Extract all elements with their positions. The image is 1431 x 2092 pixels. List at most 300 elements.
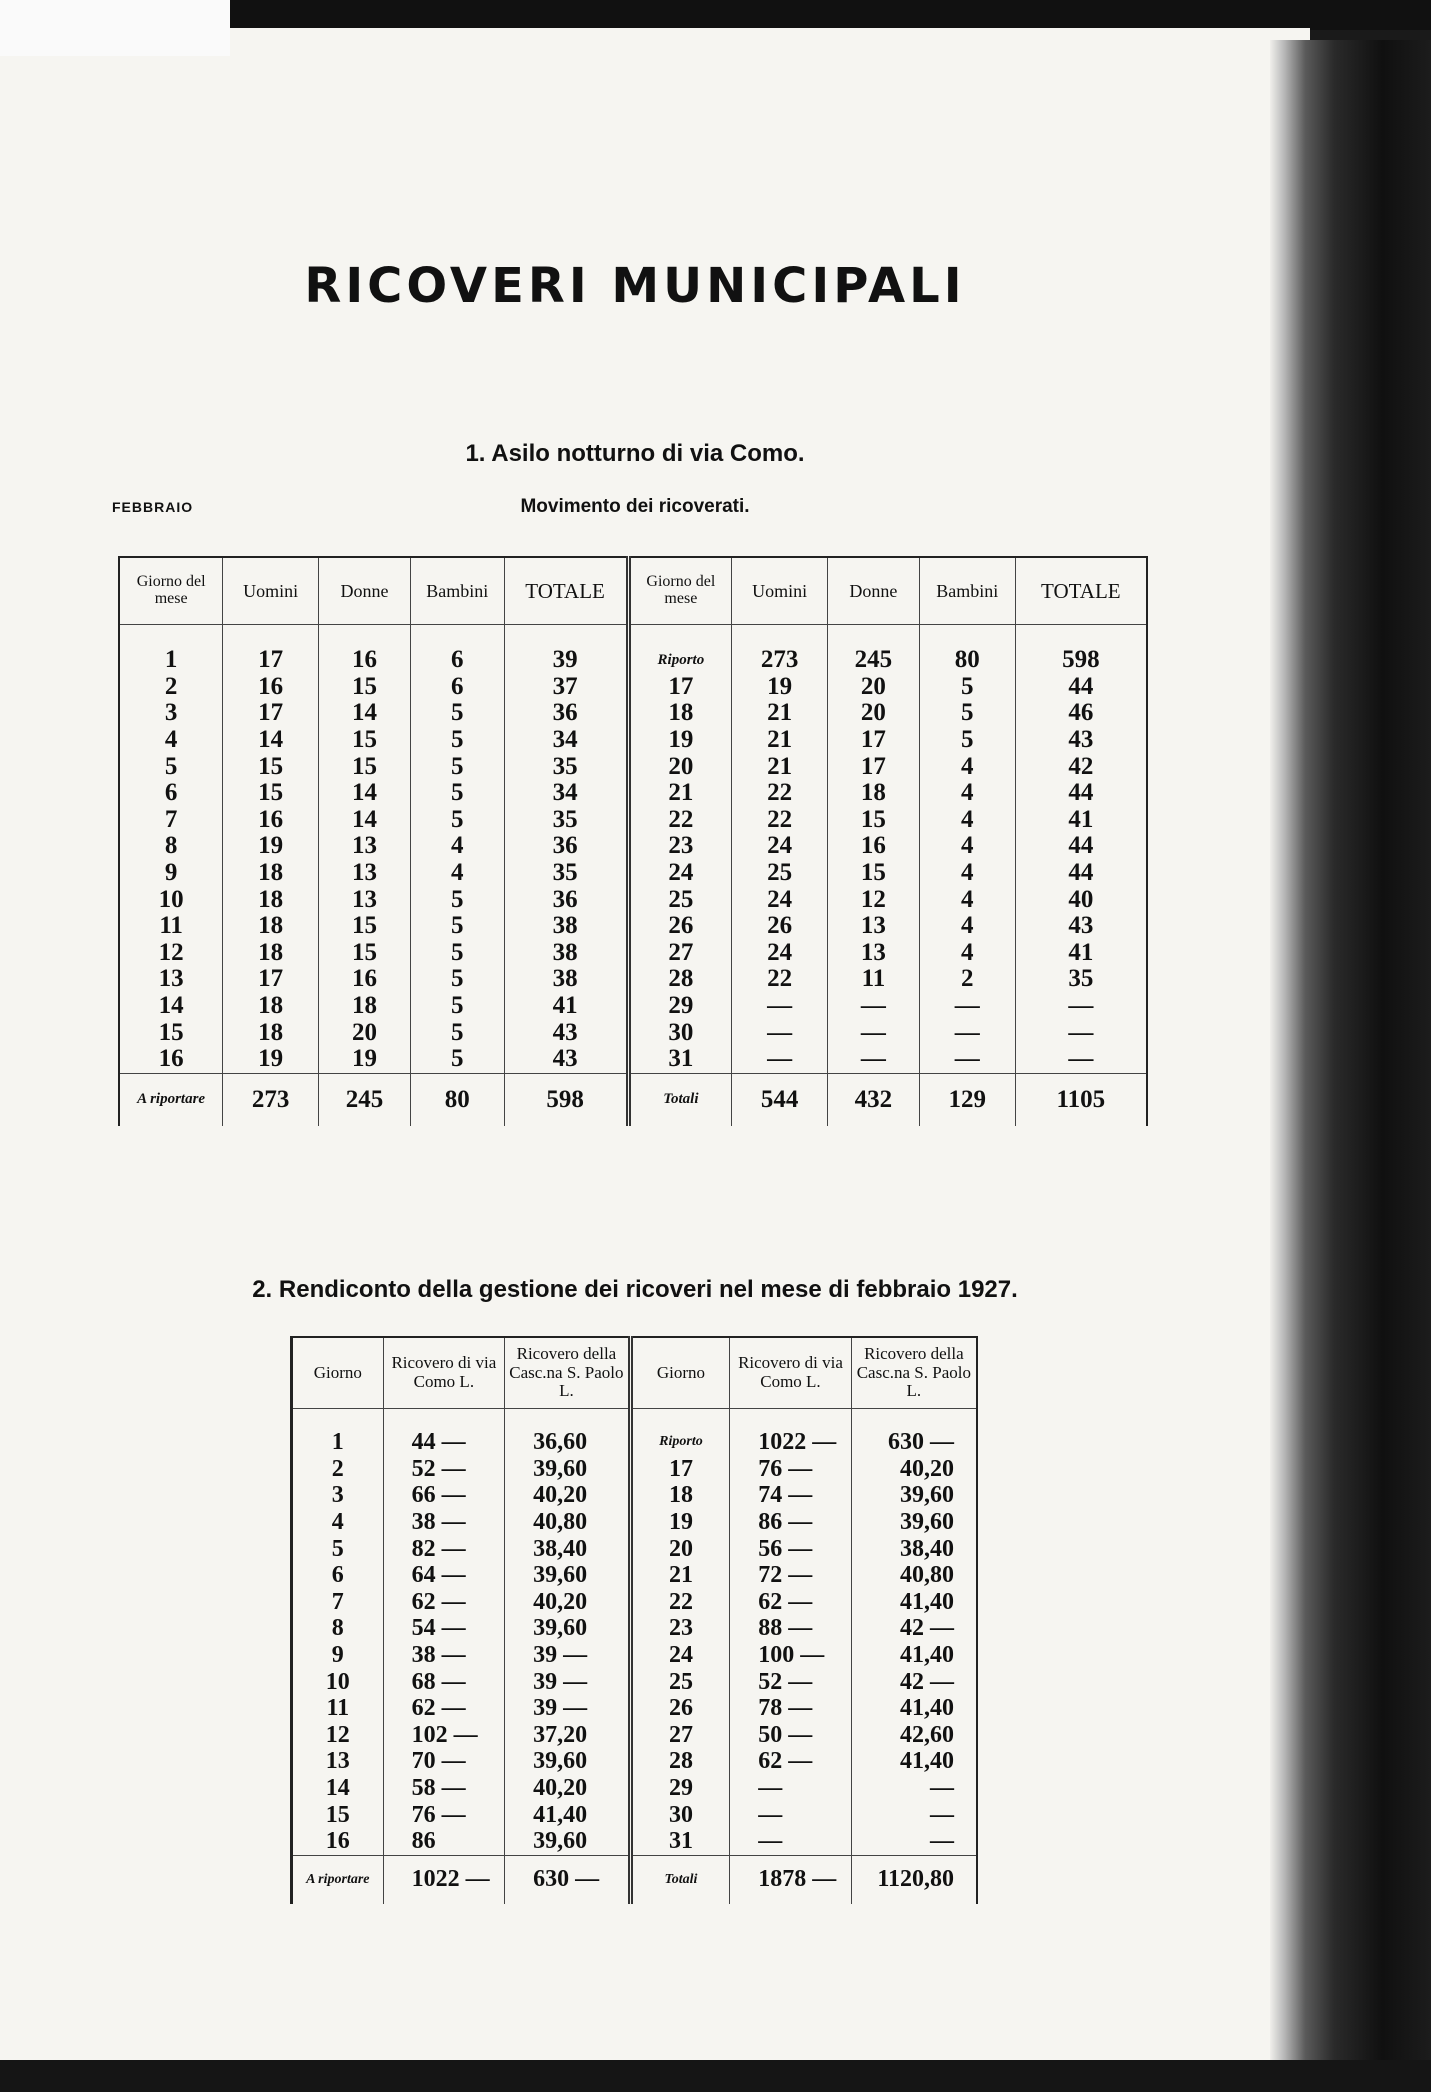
table-cell: 598: [1015, 625, 1147, 674]
table-row: [292, 1509, 978, 1536]
table-cell: 62 —: [383, 1695, 505, 1722]
footer-cell: 1120,80: [851, 1855, 977, 1904]
table-cell: 18: [223, 993, 319, 1020]
table-cell: 4: [919, 940, 1015, 967]
section2-title: 2. Rendiconto della gestione dei ricoveri nel mese di febbraio 1927.: [252, 1276, 1018, 1303]
table-cell: 13: [319, 860, 411, 887]
table-cell: 26: [628, 913, 732, 940]
table-row: [292, 1801, 978, 1828]
table-cell: 5: [410, 966, 504, 993]
table-cell: 40,20: [851, 1456, 977, 1483]
table-cell: 16: [292, 1828, 384, 1855]
table-row: [119, 807, 1147, 834]
table-cell: 15: [119, 1019, 223, 1046]
table-cell: 20: [828, 700, 920, 727]
table-cell: 26: [630, 1695, 730, 1722]
table-cell: 41,40: [851, 1695, 977, 1722]
table-row: [292, 1615, 978, 1642]
table-cell: 12: [119, 940, 223, 967]
table-cell: 78 —: [730, 1695, 852, 1722]
month-label: FEBBRAIO: [112, 499, 194, 515]
table-cell: 25: [628, 886, 732, 913]
table-cell: —: [1015, 993, 1147, 1020]
table-cell: 14: [292, 1775, 384, 1802]
table-cell: 4: [919, 886, 1015, 913]
table-cell: 28: [630, 1748, 730, 1775]
table-cell: 5: [410, 940, 504, 967]
table-cell: 34: [504, 727, 628, 754]
table-cell: 35: [504, 807, 628, 834]
table-row: [292, 1668, 978, 1695]
table-cell: 40: [1015, 886, 1147, 913]
table-cell: 38,40: [505, 1535, 631, 1562]
table-cell: 11: [119, 913, 223, 940]
table-cell: 10: [119, 886, 223, 913]
table-cell: 18: [628, 700, 732, 727]
table-cell: 41,40: [851, 1748, 977, 1775]
table-cell: 40,80: [851, 1562, 977, 1589]
table-cell: 6: [119, 780, 223, 807]
table-cell: 20: [319, 1019, 411, 1046]
table-cell: —: [919, 993, 1015, 1020]
table-row: [119, 940, 1147, 967]
table-row: [119, 833, 1147, 860]
table-cell: 19: [732, 674, 828, 701]
table-cell: 5: [919, 674, 1015, 701]
table-cell: 80: [919, 625, 1015, 674]
table-cell: 22: [732, 966, 828, 993]
header-giorno: Giorno del mese: [628, 557, 732, 625]
table-cell: 82 —: [383, 1535, 505, 1562]
table-cell: 18: [223, 1019, 319, 1046]
table-cell: 38: [504, 913, 628, 940]
table-cell: 21: [732, 753, 828, 780]
table-cell: 62 —: [730, 1589, 852, 1616]
table-cell: 64 —: [383, 1562, 505, 1589]
table-cell: 40,20: [505, 1482, 631, 1509]
table-row: [119, 674, 1147, 701]
table-cell: 44: [1015, 780, 1147, 807]
table-cell: 22: [628, 807, 732, 834]
table-cell: 13: [319, 886, 411, 913]
table-row: [119, 1019, 1147, 1046]
table-cell: 40,20: [505, 1775, 631, 1802]
table-cell: 50 —: [730, 1722, 852, 1749]
table-cell: 4: [919, 913, 1015, 940]
table-cell: 19: [223, 1046, 319, 1073]
table-cell: 29: [628, 993, 732, 1020]
table-cell: 44 —: [383, 1409, 505, 1456]
header-ricovero-via-como: Ricovero di via Como L.: [383, 1337, 505, 1409]
table-cell: 36: [504, 833, 628, 860]
table-cell: 15: [292, 1801, 384, 1828]
table-row: [292, 1828, 978, 1855]
table-cell: 41,40: [851, 1642, 977, 1669]
table-cell: —: [851, 1801, 977, 1828]
footer-cell: 1878 —: [730, 1855, 852, 1904]
table-cell: 43: [504, 1046, 628, 1073]
footer-cell: 80: [410, 1073, 504, 1126]
table-cell: 23: [628, 833, 732, 860]
table-cell: 6: [410, 625, 504, 674]
table-cell: 27: [628, 940, 732, 967]
table-cell: 18: [828, 780, 920, 807]
table-cell: 41: [1015, 940, 1147, 967]
table-cell: 17: [223, 966, 319, 993]
footer-cell: 129: [919, 1073, 1015, 1126]
section1-subtitle: Movimento dei ricoverati.: [520, 496, 750, 517]
table-cell: 58 —: [383, 1775, 505, 1802]
header-bambini: Bambini: [919, 557, 1015, 625]
table-cell: 39 —: [505, 1668, 631, 1695]
table-cell: 21: [732, 700, 828, 727]
header-donne: Donne: [319, 557, 411, 625]
table-row: [119, 727, 1147, 754]
table-cell: 5: [410, 753, 504, 780]
table-cell: 7: [119, 807, 223, 834]
header-totale: TOTALE: [504, 557, 628, 625]
header-giorno: Giorno del mese: [119, 557, 223, 625]
table-cell: 17: [630, 1456, 730, 1483]
table-cell: 245: [828, 625, 920, 674]
table-cell: 24: [732, 886, 828, 913]
table-cell: 30: [630, 1801, 730, 1828]
table-cell: 13: [828, 913, 920, 940]
table-cell: —: [919, 1019, 1015, 1046]
table-cell: 5: [410, 886, 504, 913]
table-cell: 14: [319, 700, 411, 727]
table-cell: 15: [319, 674, 411, 701]
header-donne: Donne: [828, 557, 920, 625]
table-cell: 5: [410, 1019, 504, 1046]
table-cell: 54 —: [383, 1615, 505, 1642]
table-cell: 6: [410, 674, 504, 701]
footer-cell: 630 —: [505, 1855, 631, 1904]
footer-label: Totali: [628, 1073, 732, 1126]
table-cell: 21: [732, 727, 828, 754]
table-cell: 14: [319, 780, 411, 807]
table-cell: 19: [630, 1509, 730, 1536]
footer-cell: 273: [223, 1073, 319, 1126]
table-row: [292, 1535, 978, 1562]
table-rendiconto-gestione: [290, 1336, 978, 1904]
table-cell: —: [730, 1801, 852, 1828]
footer-cell: 1022 —: [383, 1855, 505, 1904]
table-cell: 24: [628, 860, 732, 887]
header-uomini: Uomini: [732, 557, 828, 625]
table-cell: 14: [223, 727, 319, 754]
table-cell: 14: [119, 993, 223, 1020]
table-cell: 18: [223, 886, 319, 913]
table-cell: 6: [292, 1562, 384, 1589]
table-cell: —: [1015, 1019, 1147, 1046]
table-cell: —: [851, 1828, 977, 1855]
table-cell: 38 —: [383, 1642, 505, 1669]
table-cell: 3: [119, 700, 223, 727]
table-cell: 14: [319, 807, 411, 834]
table-cell: 15: [223, 753, 319, 780]
header-ricovero-san-paolo: Ricovero della Casc.na S. Paolo L.: [851, 1337, 977, 1409]
table-movimento-ricoverati: [118, 556, 1148, 1126]
table-cell: 42,60: [851, 1722, 977, 1749]
table-cell: 39 —: [505, 1642, 631, 1669]
table-cell: 36: [504, 886, 628, 913]
table-cell: 11: [828, 966, 920, 993]
table-cell: 18: [630, 1482, 730, 1509]
scan-border-bottom: [0, 2060, 1431, 2092]
table-cell: 24: [630, 1642, 730, 1669]
table-cell: 39,60: [505, 1562, 631, 1589]
table-cell: 42 —: [851, 1615, 977, 1642]
table-cell: 86: [383, 1828, 505, 1855]
table-cell: 12: [828, 886, 920, 913]
table-row: [119, 860, 1147, 887]
table-cell: —: [828, 1019, 920, 1046]
table-cell: 22: [732, 780, 828, 807]
table-cell: 2: [919, 966, 1015, 993]
table-cell: 31: [630, 1828, 730, 1855]
table-row: [292, 1562, 978, 1589]
table-cell: 15: [223, 780, 319, 807]
table-cell: 13: [828, 940, 920, 967]
table2-header-row: [292, 1337, 978, 1409]
table-cell: 10: [292, 1668, 384, 1695]
table-cell: 16: [319, 966, 411, 993]
table-cell: 1: [119, 625, 223, 674]
page-title: RICOVERI MUNICIPALI: [304, 258, 966, 314]
table-row: [292, 1409, 978, 1456]
table-cell: —: [828, 993, 920, 1020]
footer-label: A riportare: [119, 1073, 223, 1126]
header-ricovero-via-como: Ricovero di via Como L.: [730, 1337, 852, 1409]
table-cell: 39,60: [505, 1748, 631, 1775]
table-cell: —: [851, 1775, 977, 1802]
table-cell: 7: [292, 1589, 384, 1616]
footer-label: Totali: [630, 1855, 730, 1904]
table-cell: 19: [319, 1046, 411, 1073]
table-cell: 88 —: [730, 1615, 852, 1642]
table-cell: 38: [504, 966, 628, 993]
table-cell: 17: [628, 674, 732, 701]
table-cell: 15: [319, 913, 411, 940]
table-cell: 44: [1015, 860, 1147, 887]
table-cell: 38,40: [851, 1535, 977, 1562]
table-cell: 41,40: [505, 1801, 631, 1828]
table-cell: 20: [628, 753, 732, 780]
table-row: [119, 625, 1147, 674]
table-cell: 37: [504, 674, 628, 701]
table-cell: 43: [504, 1019, 628, 1046]
table-cell: 13: [292, 1748, 384, 1775]
table-cell: 68 —: [383, 1668, 505, 1695]
table-cell: 273: [732, 625, 828, 674]
footer-cell: 432: [828, 1073, 920, 1126]
table-cell: —: [732, 993, 828, 1020]
table-cell: 12: [292, 1722, 384, 1749]
table-cell: 44: [1015, 833, 1147, 860]
table-cell: 39: [504, 625, 628, 674]
footer-label: A riportare: [292, 1855, 384, 1904]
table-cell: —: [919, 1046, 1015, 1073]
table-row: [292, 1482, 978, 1509]
table-cell: 9: [292, 1642, 384, 1669]
header-totale: TOTALE: [1015, 557, 1147, 625]
table-cell: 1: [292, 1409, 384, 1456]
table-cell: 43: [1015, 913, 1147, 940]
table-cell: 24: [732, 833, 828, 860]
table-cell: 20: [828, 674, 920, 701]
table-cell: 39,60: [505, 1828, 631, 1855]
table-cell: 16: [319, 625, 411, 674]
table-cell: 36,60: [505, 1409, 631, 1456]
table-row: [292, 1775, 978, 1802]
table-cell: 37,20: [505, 1722, 631, 1749]
header-bambini: Bambini: [410, 557, 504, 625]
footer-cell: 1105: [1015, 1073, 1147, 1126]
table-cell: 15: [319, 753, 411, 780]
table-row: [119, 886, 1147, 913]
header-giorno: Giorno: [630, 1337, 730, 1409]
table-row: [119, 913, 1147, 940]
table-row: [292, 1589, 978, 1616]
table-cell: 5: [919, 700, 1015, 727]
table-cell: 39,60: [505, 1615, 631, 1642]
table-cell: 38: [504, 940, 628, 967]
table-cell: —: [1015, 1046, 1147, 1073]
table-cell: 17: [223, 700, 319, 727]
table-cell: 4: [410, 833, 504, 860]
table-cell: 28: [628, 966, 732, 993]
header-giorno: Giorno: [292, 1337, 384, 1409]
footer-cell: 598: [504, 1073, 628, 1126]
table-cell: 2: [292, 1456, 384, 1483]
table-cell: 4: [919, 780, 1015, 807]
table-row: [292, 1722, 978, 1749]
table-cell: 16: [223, 674, 319, 701]
table-row: [292, 1642, 978, 1669]
table-cell: —: [730, 1828, 852, 1855]
table-cell: 42: [1015, 753, 1147, 780]
table-cell: Riporto: [628, 625, 732, 674]
table-row: [119, 700, 1147, 727]
table-cell: 5: [119, 753, 223, 780]
table-cell: 4: [919, 833, 1015, 860]
table-cell: 17: [828, 727, 920, 754]
table-cell: 18: [223, 940, 319, 967]
table-cell: 25: [630, 1668, 730, 1695]
table-cell: 5: [292, 1535, 384, 1562]
table-cell: 17: [828, 753, 920, 780]
table-cell: 18: [223, 913, 319, 940]
table-cell: 4: [119, 727, 223, 754]
table-cell: 9: [119, 860, 223, 887]
table-cell: 5: [410, 1046, 504, 1073]
table-cell: 66 —: [383, 1482, 505, 1509]
footer-cell: 544: [732, 1073, 828, 1126]
table-cell: 27: [630, 1722, 730, 1749]
table-cell: 2: [119, 674, 223, 701]
table-row: [119, 1046, 1147, 1073]
table-cell: 15: [828, 860, 920, 887]
table-cell: 26: [732, 913, 828, 940]
table-cell: 15: [828, 807, 920, 834]
table-cell: 16: [119, 1046, 223, 1073]
table-cell: 15: [319, 940, 411, 967]
table-cell: 62 —: [383, 1589, 505, 1616]
table-row: [292, 1695, 978, 1722]
table-cell: 39,60: [851, 1509, 977, 1536]
table-cell: 36: [504, 700, 628, 727]
table-cell: 15: [319, 727, 411, 754]
table-cell: —: [732, 1019, 828, 1046]
table-cell: 44: [1015, 674, 1147, 701]
table-cell: 39,60: [851, 1482, 977, 1509]
table-cell: 17: [223, 625, 319, 674]
table-cell: 11: [292, 1695, 384, 1722]
table-cell: 76 —: [383, 1801, 505, 1828]
table-cell: 41,40: [851, 1589, 977, 1616]
table-cell: 25: [732, 860, 828, 887]
table-cell: 35: [504, 860, 628, 887]
table-cell: 630 —: [851, 1409, 977, 1456]
table-cell: 46: [1015, 700, 1147, 727]
table-cell: 18: [223, 860, 319, 887]
table-cell: 31: [628, 1046, 732, 1073]
table-row: [119, 780, 1147, 807]
table-cell: 8: [119, 833, 223, 860]
table-cell: 86 —: [730, 1509, 852, 1536]
table-cell: 13: [119, 966, 223, 993]
table-row: [292, 1456, 978, 1483]
table-cell: 8: [292, 1615, 384, 1642]
table-cell: 23: [630, 1615, 730, 1642]
table-cell: 13: [319, 833, 411, 860]
table-cell: 42 —: [851, 1668, 977, 1695]
table-cell: 43: [1015, 727, 1147, 754]
table-cell: 30: [628, 1019, 732, 1046]
table-cell: 52 —: [730, 1668, 852, 1695]
table2-footer-row: [292, 1855, 978, 1904]
table-cell: 72 —: [730, 1562, 852, 1589]
table-cell: 62 —: [730, 1748, 852, 1775]
table-cell: 35: [504, 753, 628, 780]
table-cell: 39,60: [505, 1456, 631, 1483]
table-cell: 5: [919, 727, 1015, 754]
table-row: [119, 966, 1147, 993]
header-ricovero-san-paolo: Ricovero della Casc.na S. Paolo L.: [505, 1337, 631, 1409]
table-cell: 5: [410, 807, 504, 834]
table-cell: 19: [628, 727, 732, 754]
table-cell: 4: [292, 1509, 384, 1536]
table-cell: —: [732, 1046, 828, 1073]
table-cell: 16: [223, 807, 319, 834]
table-cell: 34: [504, 780, 628, 807]
table-cell: 3: [292, 1482, 384, 1509]
table-cell: 21: [630, 1562, 730, 1589]
table-cell: 4: [919, 860, 1015, 887]
table-cell: 18: [319, 993, 411, 1020]
table-cell: 20: [630, 1535, 730, 1562]
table-cell: —: [730, 1775, 852, 1802]
table-cell: 41: [1015, 807, 1147, 834]
table-row: [119, 753, 1147, 780]
table1-footer-row: [119, 1073, 1147, 1126]
table-cell: 5: [410, 780, 504, 807]
table-cell: 22: [630, 1589, 730, 1616]
scan-binding-edge: [1270, 40, 1431, 2092]
table-cell: 41: [504, 993, 628, 1020]
table-cell: 5: [410, 993, 504, 1020]
